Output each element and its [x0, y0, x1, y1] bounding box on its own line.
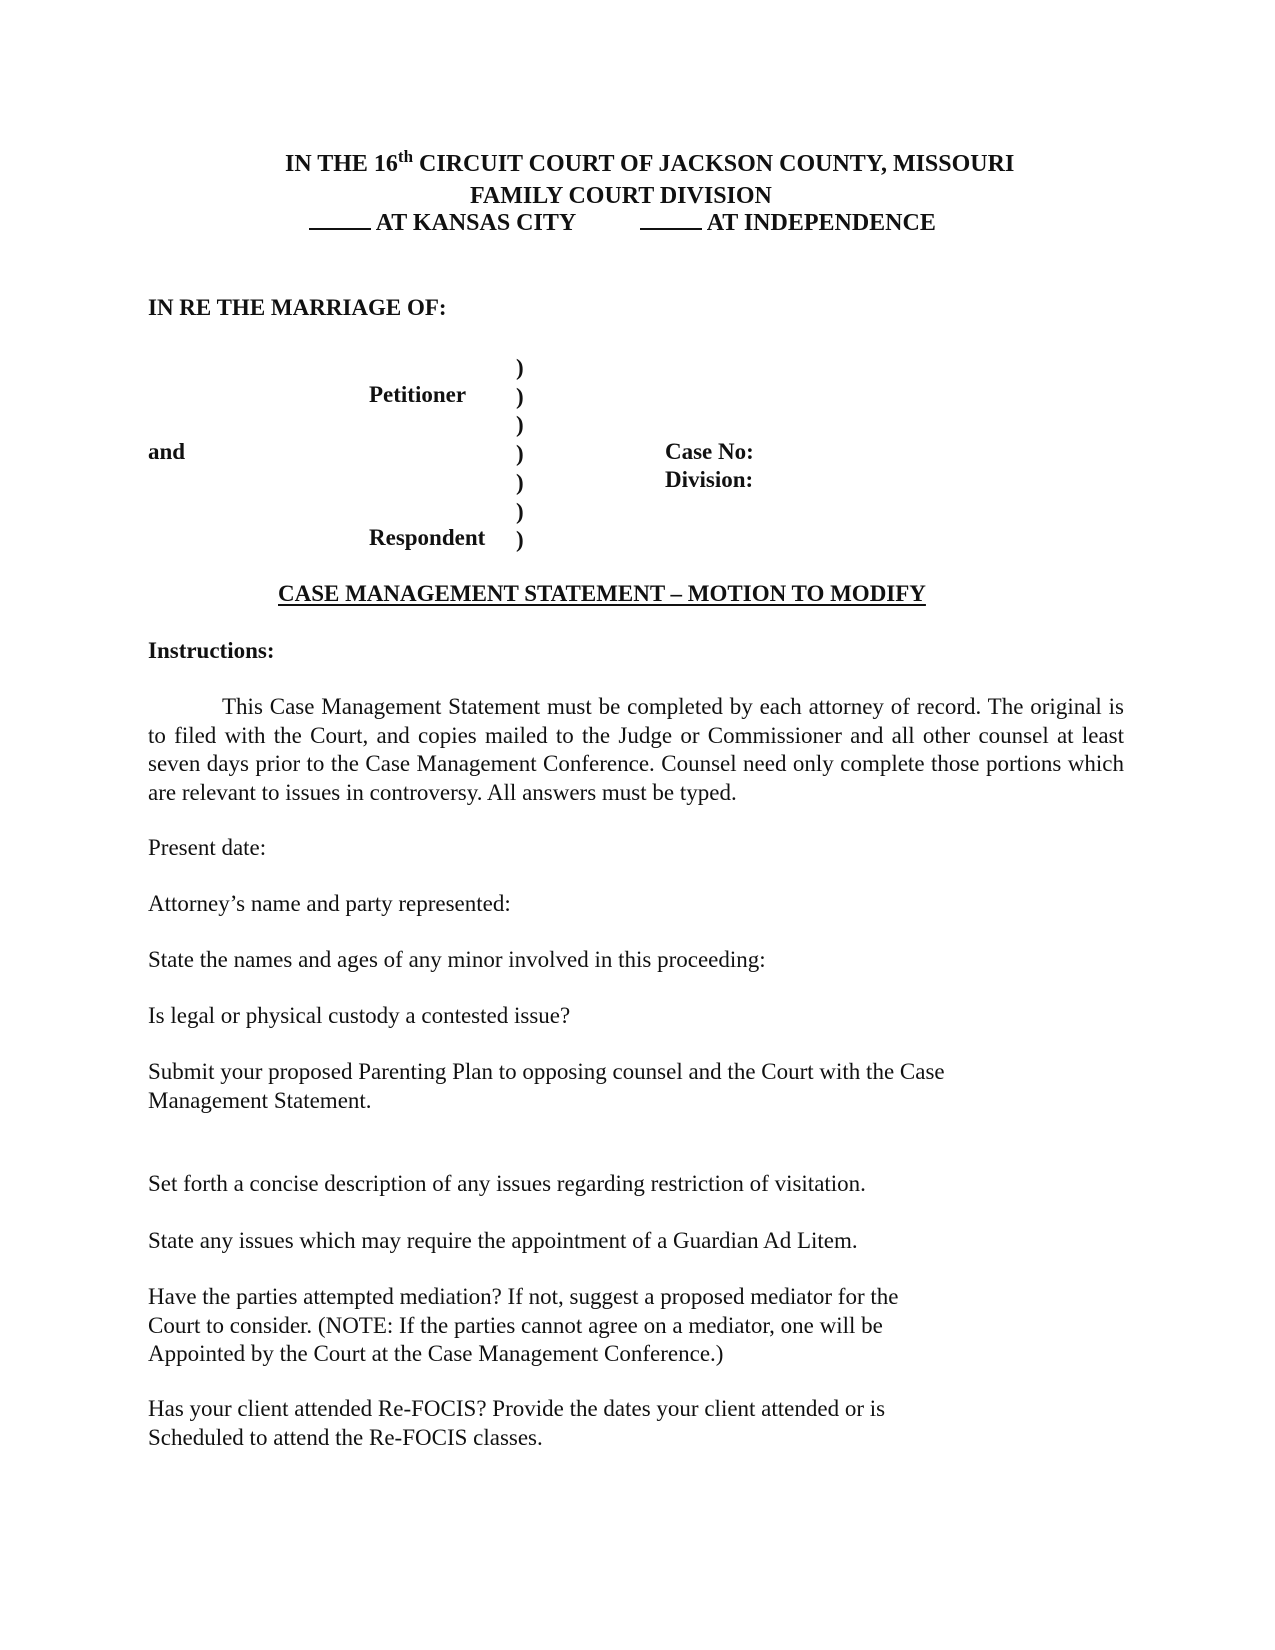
refocis-line-2: Scheduled to attend the Re-FOCIS classes. — [148, 1424, 543, 1450]
paren-1: ) — [516, 355, 524, 380]
location-kansas-city — [309, 209, 576, 237]
parenting-plan-line-2: Management Statement. — [148, 1087, 372, 1113]
instructions-paragraph — [148, 693, 1124, 807]
parenting-plan-line-1: Submit your proposed Parenting Plan to opposing counsel and the Court with the Case — [148, 1059, 945, 1084]
paren-4: ) — [516, 441, 524, 467]
kansas-city-label: AT KANSAS CITY — [375, 210, 577, 236]
court-heading-suffix: CIRCUIT COURT OF JACKSON COUNTY, MISSOURI — [413, 151, 1015, 177]
document-title: CASE MANAGEMENT STATEMENT – MOTION TO MODIFY — [278, 581, 926, 606]
division-label: Division: — [665, 467, 754, 492]
present-date-prompt: Present date: — [148, 835, 267, 860]
instructions-heading: Instructions: — [148, 638, 275, 663]
caption-bracket — [516, 354, 524, 555]
mediation-line-3: Appointed by the Court at the Case Management Conference.) — [148, 1341, 724, 1367]
guardian-prompt: State any issues which may require the appointment of a Guardian Ad Litem. — [148, 1228, 858, 1253]
kansas-city-blank — [309, 210, 371, 230]
attorney-prompt: Attorney’s name and party represented: — [148, 891, 511, 916]
paren-3: ) — [516, 412, 524, 438]
paren-7: ) — [516, 527, 524, 553]
independence-blank — [640, 210, 702, 230]
and-label: and — [148, 439, 186, 464]
mediation-line-1: Have the parties attempted mediation? If not, suggest a proposed mediator for the — [148, 1284, 899, 1309]
parenting-plan-prompt — [148, 1058, 945, 1115]
petitioner-label: Petitioner — [369, 382, 467, 407]
division-heading: FAMILY COURT DIVISION — [470, 183, 772, 209]
case-no-label: Case No: — [665, 439, 754, 464]
court-heading-prefix: IN THE 16 — [285, 151, 398, 177]
mediation-prompt — [148, 1283, 898, 1369]
mediation-line-2: Court to consider. (NOTE: If the parties cannot agree on a mediator, one will be — [148, 1312, 883, 1338]
refocis-prompt — [148, 1395, 885, 1452]
paren-6: ) — [516, 498, 524, 524]
court-heading-superscript: th — [397, 147, 414, 166]
court-heading — [285, 147, 1015, 178]
visitation-prompt: Set forth a concise description of any issues regarding restriction of visitation. — [148, 1171, 866, 1196]
paren-2: ) — [516, 383, 524, 409]
paren-5: ) — [516, 469, 524, 495]
instructions-text: This Case Management Statement must be completed by each attorney of record. The original is to filed with the Court, and copies mailed to the Judge or Commissioner and all other counsel at least seven days prior to the Case Management Conference. Counsel need only complete those portions which are relevant to issues in controversy. All answers must be typed. — [148, 694, 1124, 805]
minors-prompt: State the names and ages of any minor involved in this proceeding: — [148, 947, 766, 972]
independence-label: AT INDEPENDENCE — [706, 210, 936, 236]
in-re-heading: IN RE THE MARRIAGE OF: — [148, 295, 447, 320]
location-independence — [640, 209, 936, 237]
custody-prompt: Is legal or physical custody a contested issue? — [148, 1003, 571, 1028]
refocis-line-1: Has your client attended Re-FOCIS? Provide the dates your client attended or is — [148, 1396, 886, 1421]
respondent-label: Respondent — [369, 525, 486, 550]
